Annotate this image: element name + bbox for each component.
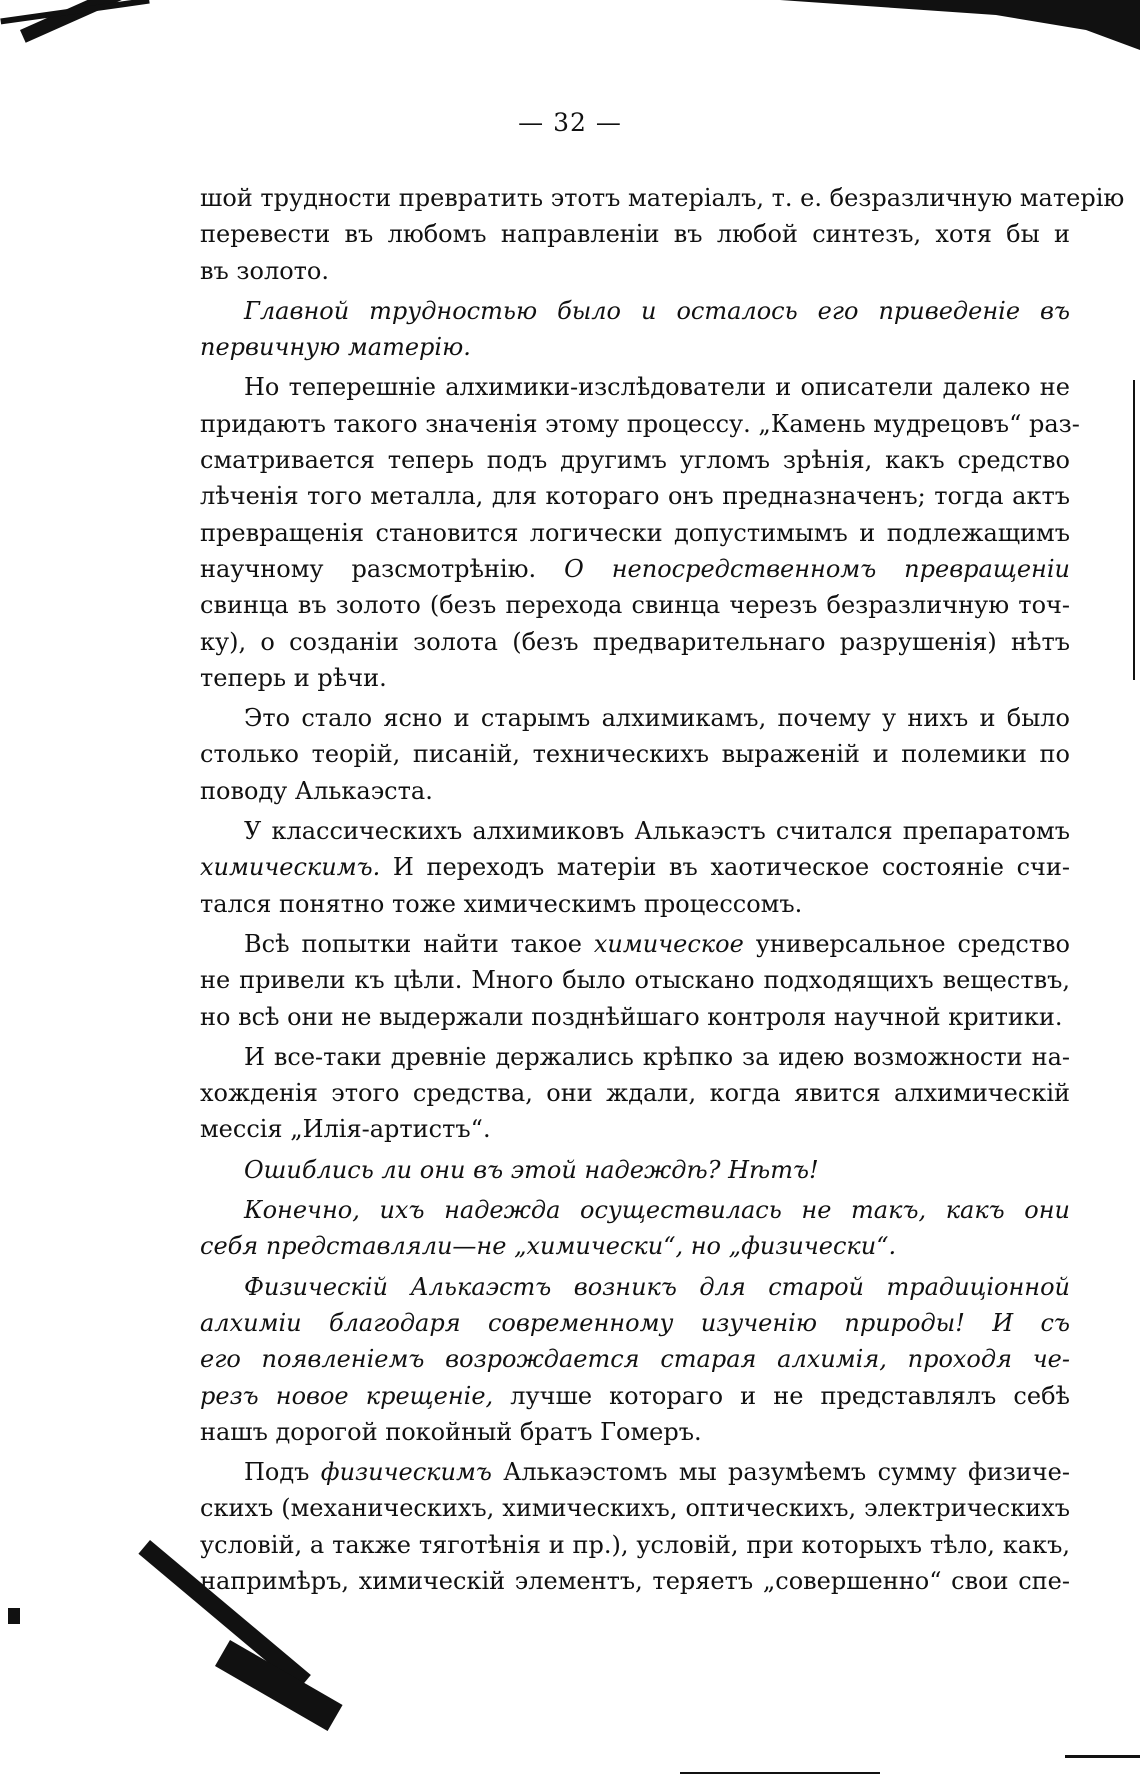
text-line: первичную матерію. [200,333,471,362]
text-line: химическимъ. И переходъ матеріи въ хаотическое состояніе счи- [200,853,1070,882]
page-number: — 32 — [518,108,622,137]
text-line: Конечно, ихъ надежда осуществилась не такъ, какъ они [244,1196,1070,1225]
text-line: не привели къ цѣли. Много было отыскано подходящихъ веществъ, [200,966,1070,995]
text-line: И все-таки древніе держались крѣпко за идею возможности на- [244,1042,1070,1071]
scan-artifact-top-right [780,0,1140,50]
text-line: перевести въ любомъ направленіи въ любой синтезъ, хотя бы и [200,220,1070,249]
text-line: мессія „Илія-артистъ“. [200,1115,491,1144]
text-line: тался понятно тоже химическимъ процессомъ. [200,889,803,918]
text-line: резъ новое крещеніе, лучше котораго и не представлялъ себѣ [200,1381,1070,1410]
text-line: условій, а также тяготѣнія и пр.), условій, при которыхъ тѣло, какъ, [200,1530,1070,1559]
text-line: но всѣ они не выдержали позднѣйшаго контроля научной критики. [200,1002,1063,1031]
text-line: лѣченія того металла, для котораго онъ предназначенъ; тогда актъ [200,482,1070,511]
text-line: Это стало ясно и старымъ алхимикамъ, почему у нихъ и было [244,704,1070,733]
text-line: Всѣ попытки найти такое химическое универсальное средство [244,929,1070,958]
text-line: превращенія становится логически допустимымъ и подлежащимъ [200,518,1070,547]
scan-artifact-right-edge [1133,380,1135,680]
scan-artifact-bottom-line [680,1772,880,1774]
text-line: сматривается теперь подъ другимъ угломъ зрѣнія, какъ средство [200,446,1070,475]
text-line: ку), о созданіи золота (безъ предварительнаго разрушенія) нѣтъ [200,627,1070,656]
text-line: хожденія этого средства, они ждали, когда явится алхимическій [200,1079,1070,1108]
text-line: въ золото. [200,256,329,285]
body-text [200,180,1125,1599]
text-line: поводу Алькаэста. [200,776,433,805]
text-line: столько теорій, писаній, техническихъ выраженій и полемики по [200,740,1070,769]
scan-artifact-bottom-right [1065,1755,1140,1758]
text-line: шой трудности превратить этотъ матеріалъ, т. е. безразличную матерію [200,184,1125,212]
text-line: скихъ (механическихъ, химическихъ, оптическихъ, электрическихъ [200,1494,1070,1523]
text-line: Но теперешніе алхимики-изслѣдователи и описатели далеко не [244,373,1070,402]
text-line: Ошиблись ли они въ этой надеждѣ? Нѣтъ! [244,1155,819,1184]
text-line: Физическій Алькаэстъ возникъ для старой традиціонной [244,1272,1070,1301]
text-line: придаютъ такого значенія этому процессу. „Камень мудрецовъ“ раз- [200,409,1080,438]
text-line: себя представляли—не „химически“, но „физически“. [200,1232,897,1261]
text-line: напримѣръ, химическій элементъ, теряетъ „совершенно“ свои спе- [200,1566,1070,1595]
text-line: научному разсмотрѣнію. О непосредственномъ превращеніи [200,554,1070,583]
text-line: теперь и рѣчи. [200,663,387,692]
text-line: Подъ физическимъ Алькаэстомъ мы разумѣемъ сумму физиче- [244,1458,1070,1487]
text-line: У классическихъ алхимиковъ Алькаэстъ считался препаратомъ [244,817,1070,846]
text-line: его появленіемъ возрождается старая алхимія, проходя че- [200,1345,1070,1374]
text-line: алхиміи благодаря современному изученію природы! И съ [200,1308,1070,1337]
text-line: свинца въ золото (безъ перехода свинца черезъ безразличную точ- [200,591,1070,620]
text-line: Главной трудностью было и осталось его приведеніе въ [244,296,1070,325]
text-line: нашъ дорогой покойный братъ Гомеръ. [200,1417,702,1446]
scan-artifact-bottom-left-mark [8,1608,20,1624]
